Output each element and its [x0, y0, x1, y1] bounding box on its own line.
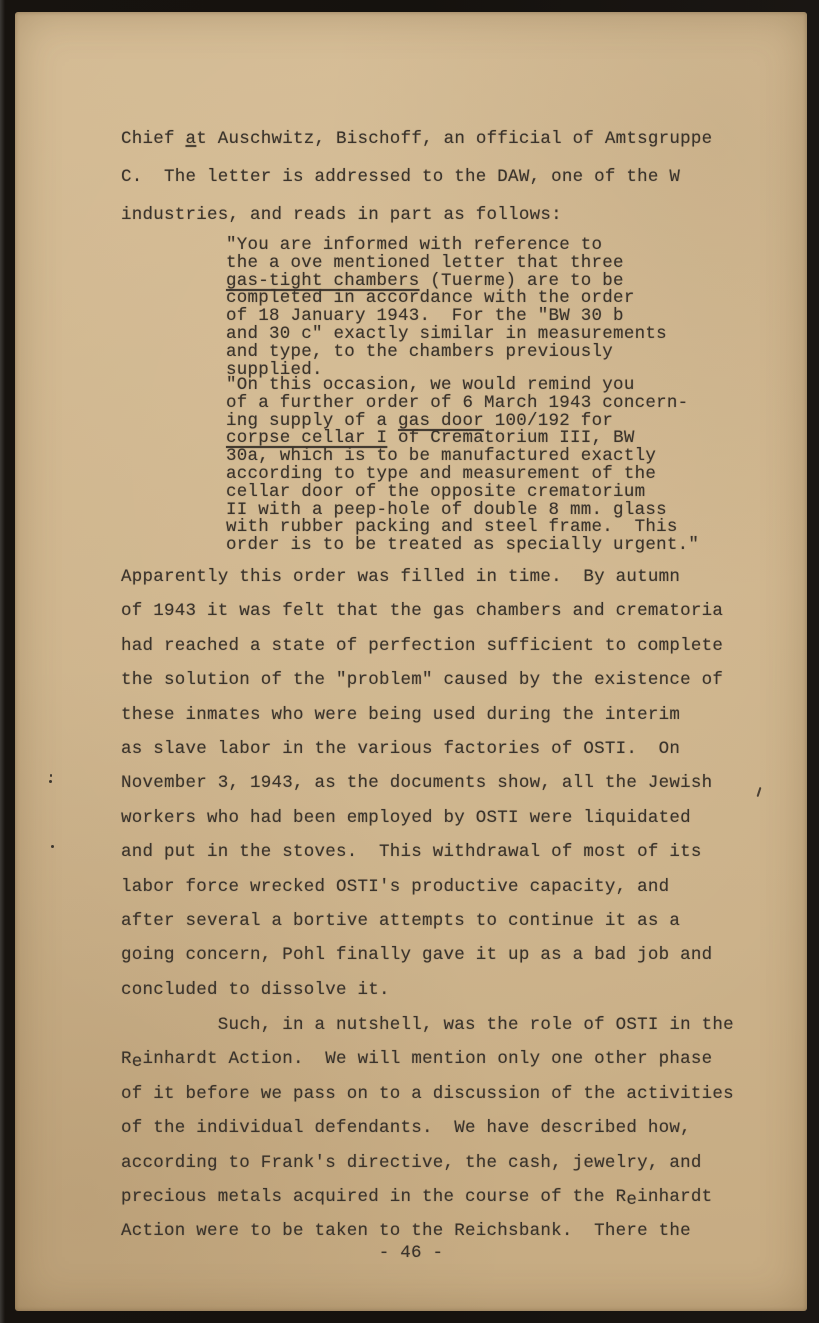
- text-line: Apparently this order was filled in time. By autumn: [121, 567, 681, 587]
- document-page: [15, 12, 807, 1311]
- text-segment: R: [121, 1049, 132, 1070]
- text-segment: Chief: [121, 129, 186, 149]
- text-line: 30a, which is to be manufactured exactly: [226, 446, 657, 467]
- text-segment: precious metals acquired in the course of the R: [121, 1187, 627, 1208]
- text-line: labor force wrecked OSTI's productive capacity, and: [121, 876, 670, 897]
- text-line: the solution of the "problem" caused by the existence of: [121, 670, 724, 691]
- text-line: supplied.: [226, 359, 323, 380]
- underlined-text: gas-tight chambers: [226, 270, 420, 291]
- text-line: had reached a state of perfection sufficient to complete: [121, 635, 724, 656]
- text-segment: 100/192 for: [484, 410, 614, 431]
- text-line: according to type and measurement of the: [226, 463, 657, 484]
- text-segment: ing supply of a: [226, 410, 399, 431]
- text-line: the a ove mentioned letter that three: [226, 252, 624, 273]
- text-line: completed in accordance with the order: [226, 288, 635, 309]
- text-line: industries, and reads in part as follows:: [121, 205, 562, 225]
- intro-paragraph: [121, 120, 712, 234]
- text-line: workers who had been employed by OSTI were liquidated: [121, 807, 691, 828]
- text-line: of the individual defendants. We have described how,: [121, 1118, 691, 1139]
- text-line: "On this occasion, we would remind you: [226, 375, 635, 395]
- text-line: order is to be treated as specially urgent.": [226, 535, 700, 556]
- body-paragraph-1: [121, 560, 723, 1007]
- text-line: going concern, Pohl finally gave it up as a bad job and: [121, 945, 713, 966]
- lowered-character: e: [626, 1189, 638, 1210]
- text-line: and put in the stoves. This withdrawal of most of its: [121, 842, 702, 863]
- quote-gas-chambers: [226, 237, 667, 379]
- text-line: with rubber packing and steel frame. This: [226, 517, 678, 538]
- underlined-text: corpse cellar I: [226, 428, 388, 449]
- ink-speck: [49, 780, 52, 783]
- ink-speck: [757, 787, 762, 797]
- text-line: these inmates who were being used during the interim: [121, 704, 681, 725]
- text-line: of 1943 it was felt that the gas chambers and crematoria: [121, 601, 724, 622]
- text-line: Such, in a nutshell, was the role of OSTI in the: [121, 1015, 734, 1035]
- body-paragraph-2: [121, 1008, 734, 1249]
- quote-gas-door: [226, 377, 699, 555]
- text-line: as slave labor in the various factories of OSTI. On: [121, 739, 681, 760]
- text-line: of it before we pass on to a discussion of the activities: [121, 1083, 734, 1104]
- text-line: of a further order of 6 March 1943 concern-: [226, 392, 689, 413]
- text-line: II with a peep-hole of double 8 mm. glass: [226, 499, 667, 520]
- ink-speck: [50, 774, 52, 777]
- text-line: "You are informed with reference to: [226, 235, 603, 255]
- text-line: and type, to the chambers previously: [226, 341, 614, 362]
- page-number: - 46 -: [378, 1243, 444, 1263]
- text-line: according to Frank's directive, the cash, jewelry, and: [121, 1152, 702, 1173]
- text-line: concluded to dissolve it.: [121, 979, 390, 1000]
- underlined-text: gas door: [398, 410, 485, 431]
- text-segment: t Auschwitz, Bischoff, an official of Amtsgruppe: [196, 129, 713, 149]
- text-segment: of Crematorium III, BW: [387, 428, 635, 449]
- text-line: cellar door of the opposite crematorium: [226, 481, 646, 502]
- text-segment: inhardt Action. We will mention only one other phase: [142, 1049, 713, 1070]
- text-line: [121, 120, 712, 158]
- text-line: Action were to be taken to the Reichsbank. There the: [121, 1221, 691, 1242]
- text-line: November 3, 1943, as the documents show, all the Jewish: [121, 773, 713, 794]
- ink-speck: [51, 845, 54, 848]
- text-line: of 18 January 1943. For the "BW 30 b: [226, 306, 624, 327]
- text-line: after several a bortive attempts to continue it as a: [121, 911, 681, 932]
- text-segment: inhardt: [637, 1187, 713, 1208]
- text-line: C. The letter is addressed to the DAW, one of the W: [121, 167, 681, 187]
- text-line: and 30 c" exactly similar in measurements: [226, 323, 667, 344]
- lowered-character: e: [131, 1051, 143, 1072]
- text-line: [121, 1180, 734, 1214]
- text-line: [121, 1042, 734, 1076]
- underlined-text: a: [185, 129, 197, 149]
- text-segment: (Tuerme) are to be: [419, 270, 624, 291]
